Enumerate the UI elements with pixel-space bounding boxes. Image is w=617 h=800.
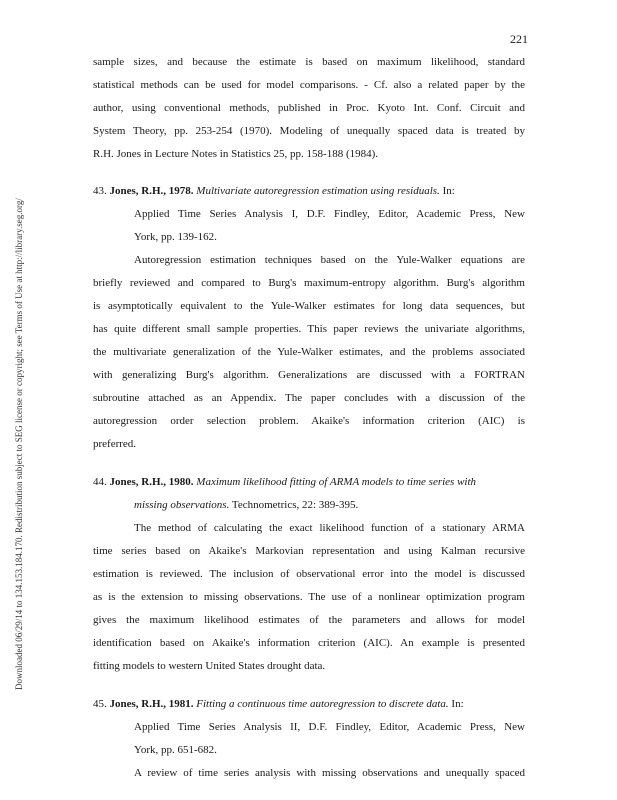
- intro-line: statistical methods can be used for model comparisons. - Cf. also a related paper by the: [93, 79, 525, 91]
- entry-number: 43.: [93, 185, 107, 197]
- intro-line: System Theory, pp. 253-254 (1970). Modeling of unequally spaced data is treated by: [93, 125, 525, 137]
- entry-heading: [93, 476, 476, 489]
- entry-title: Maximum likelihood fitting of ARMA models to time series with: [196, 476, 477, 488]
- abstract-line: identification based on Akaike's information criterion (AIC). An example is presented: [93, 637, 525, 649]
- entry-ref: In:: [451, 698, 464, 710]
- entry-title-cont: missing observations.: [134, 499, 230, 511]
- abstract-line: subroutine attached as an Appendix. The paper concludes with a discussion of the: [93, 392, 525, 404]
- abstract-line: time series based on Akaike's Markovian representation and using Kalman recursive: [93, 545, 525, 557]
- entry-ref: In:: [442, 185, 455, 197]
- entry-author: Jones, R.H., 1980.: [109, 476, 194, 488]
- abstract-line: fitting models to western United States drought data.: [93, 660, 326, 672]
- entry-ref-line: Applied Time Series Analysis I, D.F. Findley, Editor, Academic Press, New: [134, 208, 525, 220]
- entry-number: 45.: [93, 698, 107, 710]
- abstract-line: Autoregression estimation techniques based on the Yule-Walker equations are: [134, 254, 525, 266]
- entry-author: Jones, R.H., 1981.: [109, 698, 194, 710]
- entry-ref-line: York, pp. 651-682.: [134, 744, 217, 756]
- abstract-line: the multivariate generalization of the Yule-Walker estimates, and the problems associated: [93, 346, 525, 358]
- abstract-line: The method of calculating the exact likelihood function of a stationary ARMA: [134, 522, 525, 534]
- abstract-line: is asymptotically equivalent to the Yule-Walker estimates for long data sequences, but: [93, 300, 525, 312]
- abstract-line: estimation is reviewed. The inclusion of observational error into the model is discussed: [93, 568, 525, 580]
- intro-line: sample sizes, and because the estimate is based on maximum likelihood, standard: [93, 56, 525, 68]
- abstract-line: as is the extension to missing observations. The use of a nonlinear optimization program: [93, 591, 525, 603]
- entry-title: Multivariate autoregression estimation using residuals.: [196, 185, 440, 197]
- entry-ref-line: [134, 499, 358, 512]
- entry-author: Jones, R.H., 1978.: [109, 185, 194, 197]
- abstract-line: preferred.: [93, 438, 137, 450]
- abstract-line: has quite different small sample properties. This paper reviews the univariate algorithms,: [93, 323, 525, 335]
- download-notice: Downloaded 06/29/14 to 134.153.184.170. Redistribution subject to SEG license or copyright; see Terms of Use at http://library.seg.org/: [14, 198, 24, 690]
- entry-ref-line: Applied Time Series Analysis II, D.F. Findley, Editor, Academic Press, New: [134, 721, 525, 733]
- entry-ref: Technometrics, 22: 389-395.: [231, 499, 359, 511]
- abstract-line: A review of time series analysis with missing observations and unequally spaced: [134, 767, 525, 779]
- entry-ref-line: York, pp. 139-162.: [134, 231, 217, 243]
- abstract-line: autoregression order selection problem. Akaike's information criterion (AIC) is: [93, 415, 525, 427]
- page-number: 221: [510, 32, 528, 46]
- entry-heading: [93, 185, 455, 198]
- entry-heading: [93, 698, 464, 711]
- intro-line: R.H. Jones in Lecture Notes in Statistics 25, pp. 158-188 (1984).: [93, 148, 379, 160]
- entry-number: 44.: [93, 476, 107, 488]
- abstract-line: gives the maximum likelihood estimates of the parameters and allows for model: [93, 614, 525, 626]
- abstract-line: briefly reviewed and compared to Burg's maximum-entropy algorithm. Burg's algorithm: [93, 277, 525, 289]
- entry-title: Fitting a continuous time autoregression to discrete data.: [196, 698, 449, 710]
- abstract-line: with generalizing Burg's algorithm. Generalizations are discussed with a FORTRAN: [93, 369, 525, 381]
- intro-line: author, using conventional methods, published in Proc. Kyoto Int. Conf. Circuit and: [93, 102, 525, 114]
